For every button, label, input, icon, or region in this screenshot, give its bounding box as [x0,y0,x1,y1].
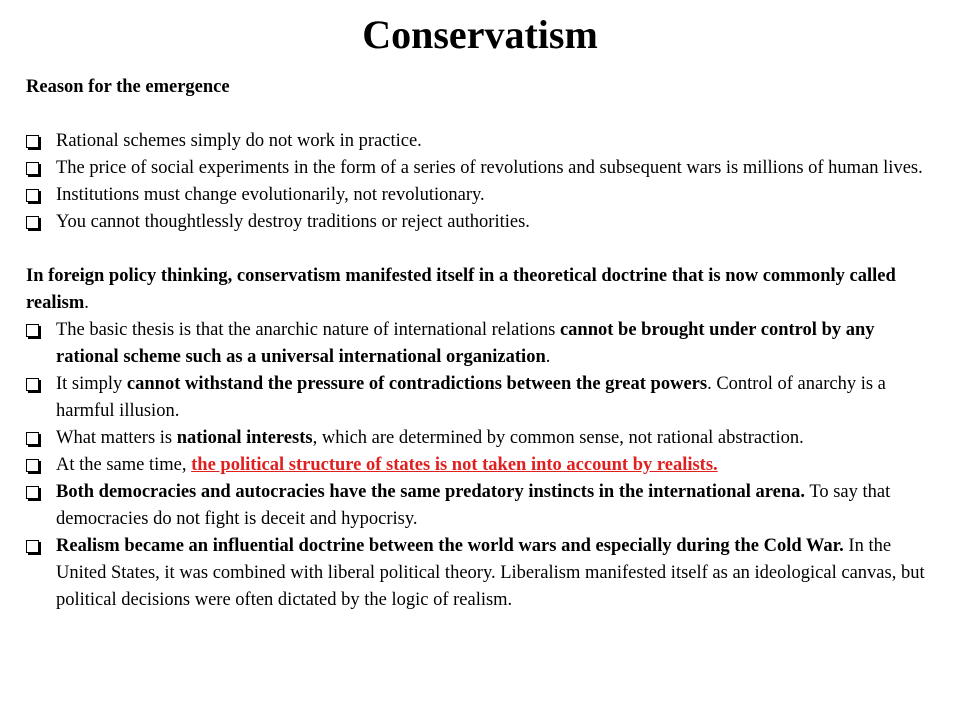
square-bullet-icon [26,540,39,553]
square-bullet-icon [26,378,39,391]
list-item [26,128,940,155]
square-bullet-icon [26,189,39,202]
bullet-text-pre: It simply [56,374,127,394]
bullet-text-pre: What matters is [56,428,177,448]
bullet-text-bold: cannot withstand the pressure of contradictions between the great powers [126,374,708,394]
bullet-text-pre: At the same time, [56,455,192,475]
bullet-text-post: To say that democracies do not fight is deceit and hypocrisy. [56,482,891,529]
list-item [26,155,940,182]
square-bullet-icon [26,216,39,229]
bullet-text-bold: Both democracies and autocracies have the same predatory instincts in the international arena. [56,482,806,502]
bullet-text-post: , which are determined by common sense, not rational abstraction. [312,428,804,448]
highlighted-red-text: the political structure of states is not taken into account by realists. [191,455,718,475]
square-bullet-icon [26,432,39,445]
list-item [26,317,940,371]
bullet-text: Institutions must change evolutionarily, not revolutionary. [56,185,485,205]
bullet-text-pre: The basic thesis is that the anarchic nature of international relations [56,320,560,340]
realism-bullet-list [26,317,940,614]
bullet-text: You cannot thoughtlessly destroy traditions or reject authorities. [56,212,530,232]
slide-title: Conservatism [362,12,598,57]
list-item [26,533,940,614]
section-heading-emergence: Reason for the emergence [26,77,230,97]
bullet-text-bold: Realism became an influential doctrine between the world wars and especially during the Cold War. [56,536,844,556]
square-bullet-icon [26,324,39,337]
bullet-text-post: . [545,347,551,367]
bullet-text-post: . Control of anarchy is a harmful illusion. [56,374,886,421]
square-bullet-icon [26,459,39,472]
square-bullet-icon [26,486,39,499]
intro-end-text: . [84,293,89,313]
list-item [26,479,940,533]
emergence-bullet-list [26,128,940,236]
slide-content [26,74,940,614]
list-item [26,452,940,479]
list-item [26,371,940,425]
square-bullet-icon [26,162,39,175]
bullet-text: Rational schemes simply do not work in practice. [56,131,422,151]
intro-bold-text: In foreign policy thinking, conservatism manifested itself in a theoretical doctrine that is now commonly called realism [26,266,896,313]
spacer [26,236,940,263]
list-item [26,182,940,209]
bullet-text-post: In the United States, it was combined with liberal political theory. Liberalism manifested itself as an ideological canvas, but political decisions were often dictated by the logic of realism. [56,536,925,610]
list-item [26,425,940,452]
bullet-text: The price of social experiments in the form of a series of revolutions and subsequent wars is millions of human lives. [56,158,923,178]
square-bullet-icon [26,135,39,148]
spacer [26,101,940,128]
bullet-text-bold: cannot be brought under control by any rational scheme such as a universal international organization [56,320,875,367]
bullet-text-bold: national interests [176,428,313,448]
list-item [26,209,940,236]
realism-intro-paragraph [26,263,940,317]
